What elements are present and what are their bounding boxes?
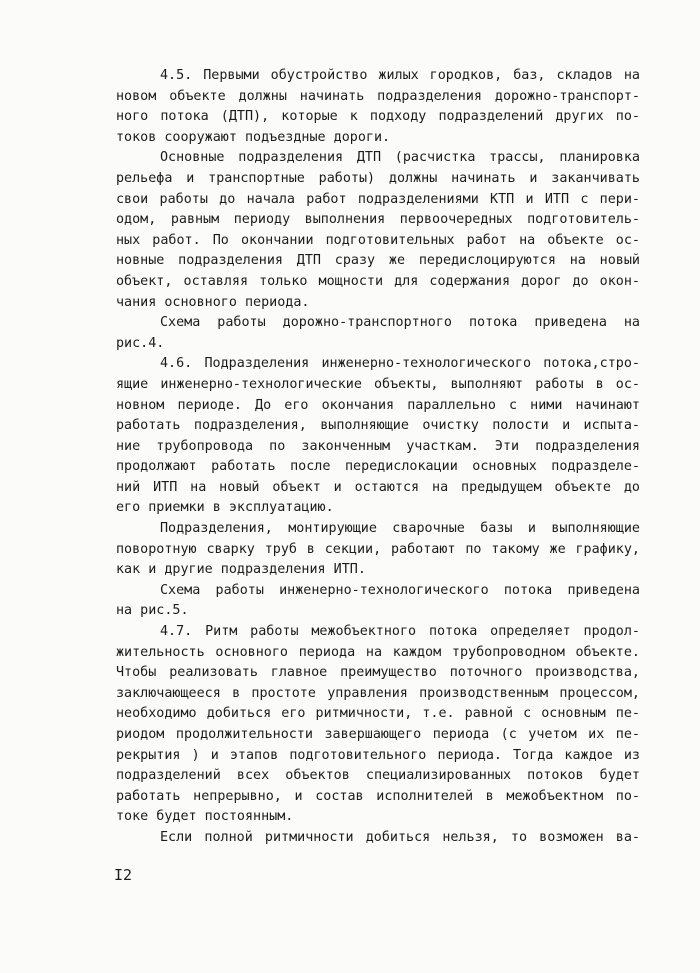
text-line: рельефа и транспортные работы) должны начинать и заканчивать bbox=[116, 170, 640, 186]
body-text bbox=[116, 66, 640, 849]
text-line: на рис.5. bbox=[116, 603, 189, 619]
text-line: поворотную сварку труб в секции, работают по такому же графику, bbox=[116, 541, 640, 557]
text-line: рис.4. bbox=[116, 335, 165, 351]
text-line: Схема работы инженерно-технологического потока приведена bbox=[160, 582, 640, 598]
text-line: чания основного периода. bbox=[116, 294, 310, 310]
text-line: 4.5. Первыми обустройство жилых городков, баз, складов на bbox=[160, 68, 640, 83]
text-line: ного потока (ДТП), которые к подходу подразделений других по- bbox=[116, 109, 640, 125]
text-line: токов сооружают подъездные дороги. bbox=[116, 129, 391, 145]
text-line: свои работы до начала работ подразделениями КТП и ИТП с пери- bbox=[116, 191, 640, 207]
text-line: Если полной ритмичности добиться нельзя, то возможен ва- bbox=[160, 829, 640, 845]
text-line: 4.7. Ритм работы межобъектного потока определяет продол- bbox=[160, 624, 640, 640]
text-line: продолжают работать после передислокации основных подразделе- bbox=[116, 459, 640, 475]
text-line: новом объекте должны начинать подразделения дорожно-транспорт- bbox=[116, 88, 640, 104]
text-line: его приемки в эксплуатацию. bbox=[116, 500, 334, 516]
text-line: новном периоде. До его окончания параллельно с ними начинают bbox=[116, 397, 640, 413]
page-number: I2 bbox=[114, 866, 133, 884]
text-line: Схема работы дорожно-транспортного потока приведена на bbox=[160, 315, 640, 331]
text-line: 4.6. Подразделения инженерно-технологического потока,стро- bbox=[160, 356, 640, 372]
text-line: как и другие подразделения ИТП. bbox=[116, 562, 366, 578]
text-line: риодом продолжительности завершающего периода (с учетом их пе- bbox=[116, 727, 640, 742]
text-line: работать непрерывно, и состав исполнителей в межобъектном по- bbox=[116, 788, 640, 804]
text-line: рекрытия ) и этапов подготовительного периода. Тогда каждое из bbox=[116, 747, 640, 763]
text-line: работать подразделения, выполняющие очистку полости и испыта- bbox=[116, 418, 640, 434]
text-line: объект, оставляя только мощности для содержания дорог до окон- bbox=[116, 273, 640, 289]
text-line: Чтобы реализовать главное преимущество поточного производства, bbox=[116, 665, 640, 681]
text-line: Основные подразделения ДТП (расчистка трассы, планировка bbox=[160, 150, 640, 166]
text-line: Подразделения, монтирующие сварочные базы и выполняющие bbox=[160, 521, 640, 537]
text-line: токе будет постоянным. bbox=[116, 809, 294, 825]
text-line: жительность основного периода на каждом трубопроводном объекте. bbox=[116, 644, 640, 660]
text-line: ний ИТП на новый объект и остаются на предыдущем объекте до bbox=[116, 479, 640, 495]
text-line: одом, равным периоду выполнения первоочередных подготовитель- bbox=[116, 212, 640, 228]
text-line: ние трубопровода по законченным участкам. Эти подразделения bbox=[116, 438, 640, 454]
text-line: заключающееся в простоте управления производственным процессом, bbox=[116, 685, 640, 701]
text-line: новные подразделения ДТП сразу же передислоцируются на новый bbox=[116, 253, 640, 269]
text-line: необходимо добиться его ритмичности, т.е. равной с основным пе- bbox=[116, 706, 640, 722]
text-line: подразделений всех объектов специализированных потоков будет bbox=[116, 768, 640, 784]
text-line: ящие инженерно-технологические объекты, выполняют работы в ос- bbox=[116, 376, 640, 392]
text-line: ных работ. По окончании подготовительных работ на объекте ос- bbox=[116, 232, 640, 248]
